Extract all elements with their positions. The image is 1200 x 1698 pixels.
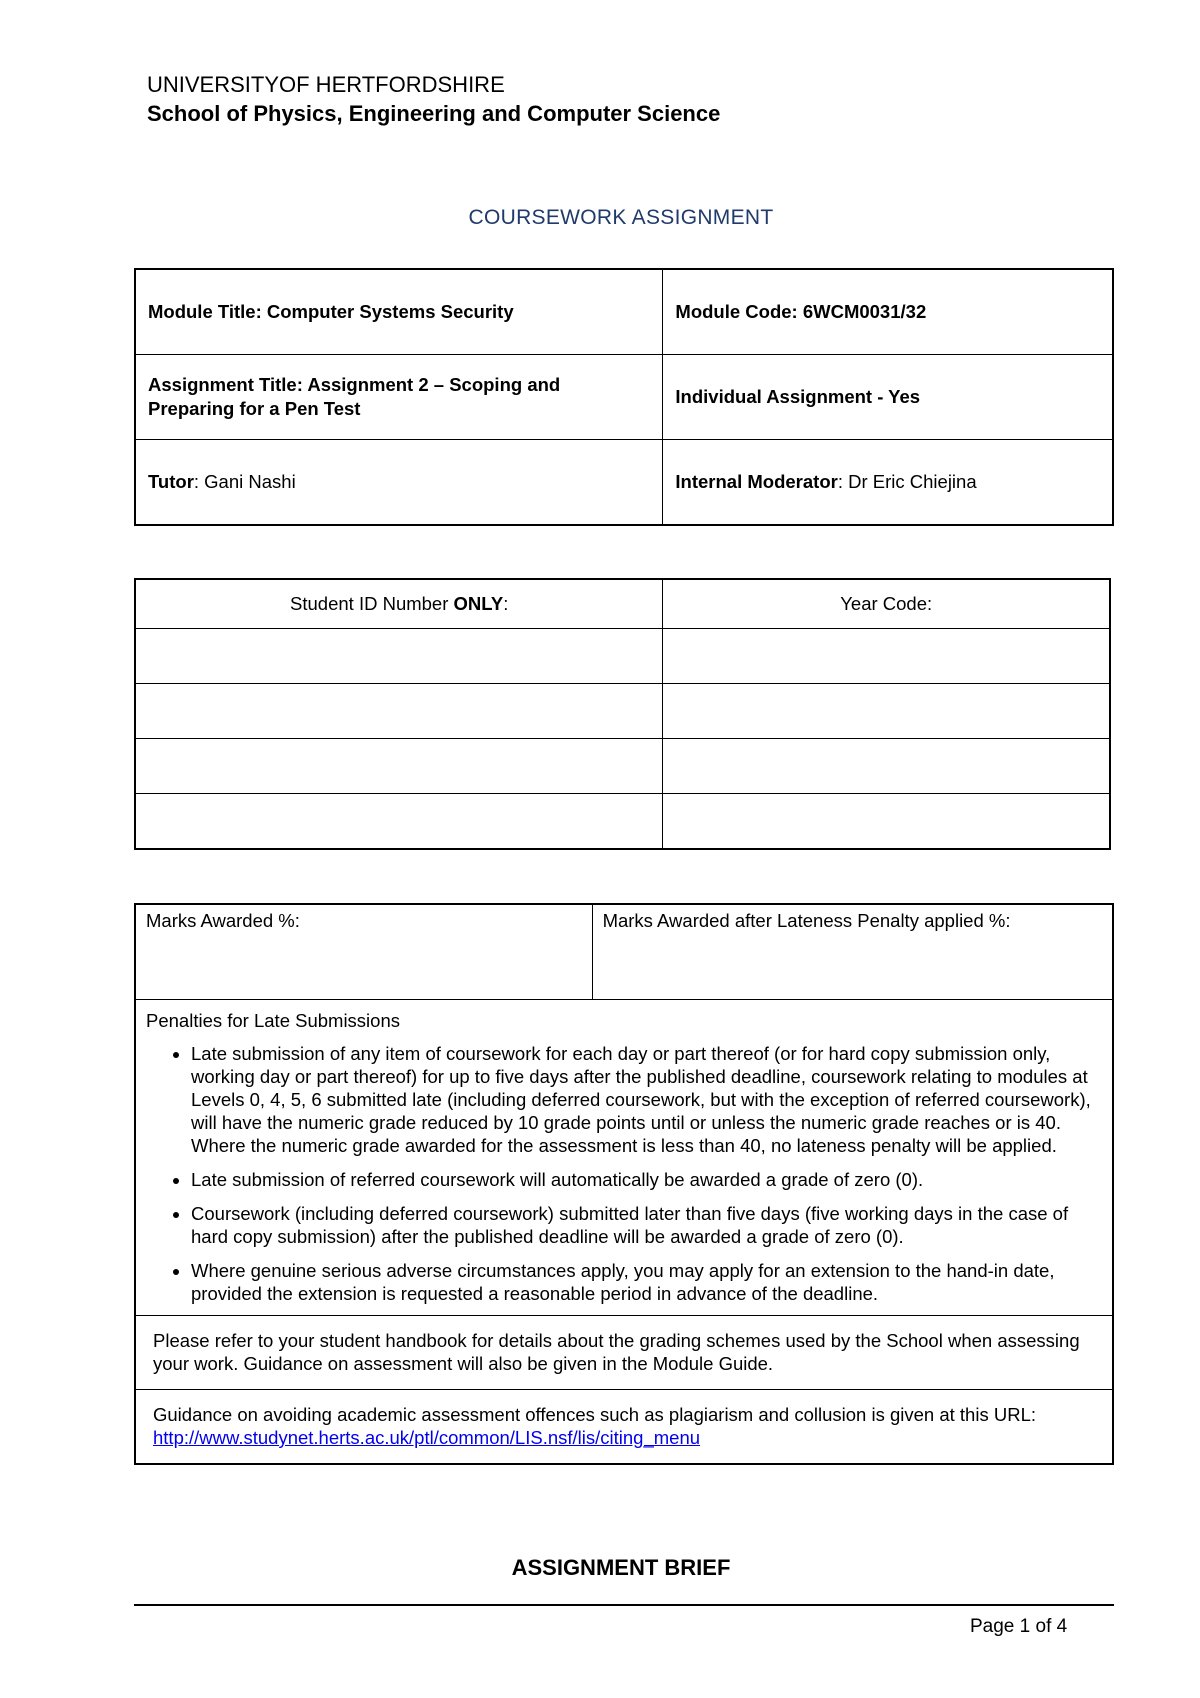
marks-after-penalty-cell: Marks Awarded after Lateness Penalty applied %:	[592, 904, 1113, 1000]
module-info-table	[134, 268, 1114, 526]
moderator-cell	[663, 440, 1113, 526]
penalties-list	[146, 1042, 1102, 1305]
year-code-header: Year Code:	[663, 579, 1110, 629]
marks-and-penalties-table	[134, 903, 1114, 1465]
student-id-header	[135, 579, 663, 629]
guidance-cell	[135, 1390, 1113, 1465]
marks-awarded-cell: Marks Awarded %:	[135, 904, 592, 1000]
guidance-text: Guidance on avoiding academic assessment offences such as plagiarism and collusion is given at this URL:	[153, 1404, 1036, 1425]
document-title: COURSEWORK ASSIGNMENT	[468, 206, 774, 229]
handbook-note-cell: Please refer to your student handbook for details about the grading schemes used by the School when assessing your work. Guidance on assessment will also be given in the Module Guide.	[135, 1316, 1113, 1390]
student-id-table	[134, 578, 1111, 850]
assignment-title-cell: Assignment Title: Assignment 2 – Scoping and Preparing for a Pen Test	[135, 355, 663, 440]
late-penalties-cell	[135, 1000, 1113, 1316]
student-id-entry[interactable]	[135, 739, 663, 794]
student-id-label-suffix: :	[503, 593, 509, 614]
penalty-item: • Where genuine serious adverse circumstances apply, you may apply for an extension to the hand-in date, provided the extension is requested a reasonable period in advance of the deadline.	[191, 1259, 1102, 1305]
university-name: UNIVERSITYOF HERTFORDSHIRE	[147, 72, 505, 97]
penalty-item: • Coursework (including deferred coursework) submitted later than five days (five working days in the case of hard copy submission) after the published deadline will be awarded a grade of zero (0).	[191, 1202, 1102, 1248]
student-id-label-bold: ONLY	[453, 593, 504, 614]
student-id-entry[interactable]	[135, 684, 663, 739]
penalty-item: • Late submission of referred coursework will automatically be awarded a grade of zero (0).	[191, 1168, 1102, 1191]
year-code-entry[interactable]	[663, 794, 1110, 850]
moderator-value: : Dr Eric Chiejina	[837, 471, 977, 492]
assignment-brief-heading: ASSIGNMENT BRIEF	[511, 1555, 731, 1580]
individual-assignment-cell: Individual Assignment - Yes	[663, 355, 1113, 440]
tutor-cell	[135, 440, 663, 526]
footer-divider	[134, 1604, 1114, 1606]
module-code-cell: Module Code: 6WCM0031/32	[663, 269, 1113, 355]
page-number: Page 1 of 4	[970, 1616, 1068, 1637]
student-id-label-prefix: Student ID Number	[290, 593, 454, 614]
penalties-heading: Penalties for Late Submissions	[146, 1010, 400, 1031]
penalty-item: • Late submission of any item of coursework for each day or part thereof (or for hard copy submission only, working day or part thereof) for up to five days after the published deadline, coursework relating to modules at Levels 0, 4, 5, 6 submitted late (including deferred coursework, but with the exception of referred coursework), will have the numeric grade reduced by 10 grade points until or unless the numeric grade reaches or is 40. Where the numeric grade awarded for the assessment is less than 40, no lateness penalty will be applied.	[191, 1042, 1102, 1157]
student-id-entry[interactable]	[135, 629, 663, 684]
student-id-entry[interactable]	[135, 794, 663, 850]
citing-guidance-link[interactable]: http://www.studynet.herts.ac.uk/ptl/common/LIS.nsf/lis/citing_menu	[153, 1427, 701, 1448]
module-title-cell: Module Title: Computer Systems Security	[135, 269, 663, 355]
tutor-value: : Gani Nashi	[193, 471, 296, 492]
school-name: School of Physics, Engineering and Computer Science	[147, 101, 721, 126]
year-code-entry[interactable]	[663, 684, 1110, 739]
tutor-label: Tutor	[148, 471, 194, 492]
year-code-entry[interactable]	[663, 739, 1110, 794]
year-code-entry[interactable]	[663, 629, 1110, 684]
moderator-label: Internal Moderator	[675, 471, 838, 492]
